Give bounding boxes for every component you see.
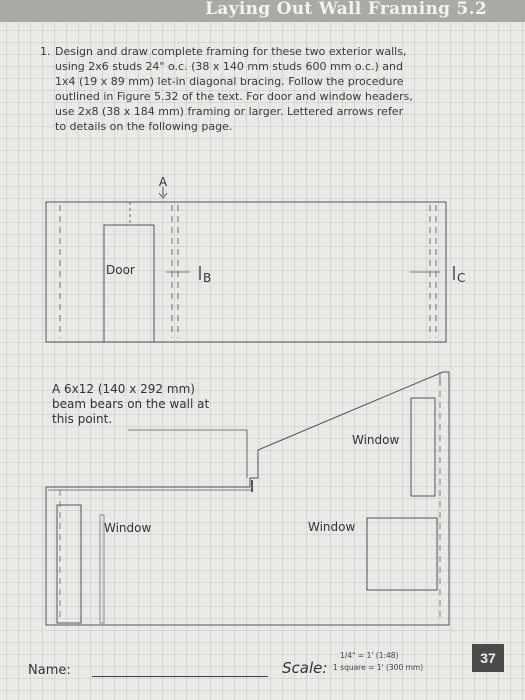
name-label: Name: — [28, 663, 71, 678]
window-1-opening — [57, 505, 81, 623]
window-label: Window — [104, 521, 152, 535]
window-4-opening — [411, 398, 435, 496]
question-number: 1. — [40, 45, 51, 58]
window-label: Window — [352, 433, 400, 447]
name-field-line[interactable] — [92, 676, 268, 677]
beam-note — [52, 382, 262, 427]
instruction-line: to details on the following page. — [55, 120, 233, 133]
page-title: Laying Out Wall Framing 5.2 — [205, 0, 487, 19]
instruction-line: 1x4 (19 x 89 mm) let-in diagonal bracing. Follow the procedure — [55, 75, 404, 88]
window-label: Window — [308, 520, 356, 534]
instruction-line: outlined in Figure 5.32 of the text. For door and window headers, — [55, 90, 413, 103]
door-opening — [104, 225, 154, 342]
detail-c-label: C — [457, 271, 466, 285]
beam-note-line: this point. — [52, 412, 113, 426]
door-label: Door — [106, 263, 135, 277]
beam-leader — [128, 430, 247, 478]
window-3-opening — [367, 518, 437, 590]
page-number: 37 — [472, 644, 504, 672]
beam-note-line: A 6x12 (140 x 292 mm) — [52, 382, 195, 396]
instruction-line: Design and draw complete framing for these two exterior walls, — [55, 45, 407, 58]
beam-note-line: beam bears on the wall at — [52, 397, 210, 411]
scale-value: 1 square = 1' (300 mm) — [333, 663, 424, 672]
detail-b-label: B — [203, 271, 212, 285]
instruction-line: use 2x8 (38 x 184 mm) framing or larger. Lettered arrows refer — [55, 105, 404, 118]
detail-a-label: A — [158, 175, 168, 189]
scale-label: Scale: — [282, 659, 328, 677]
instruction-line: using 2x6 studs 24" o.c. (38 x 140 mm studs 600 mm o.c.) and — [55, 60, 403, 73]
scale-value: 1/4" = 1' (1:48) — [340, 651, 399, 660]
